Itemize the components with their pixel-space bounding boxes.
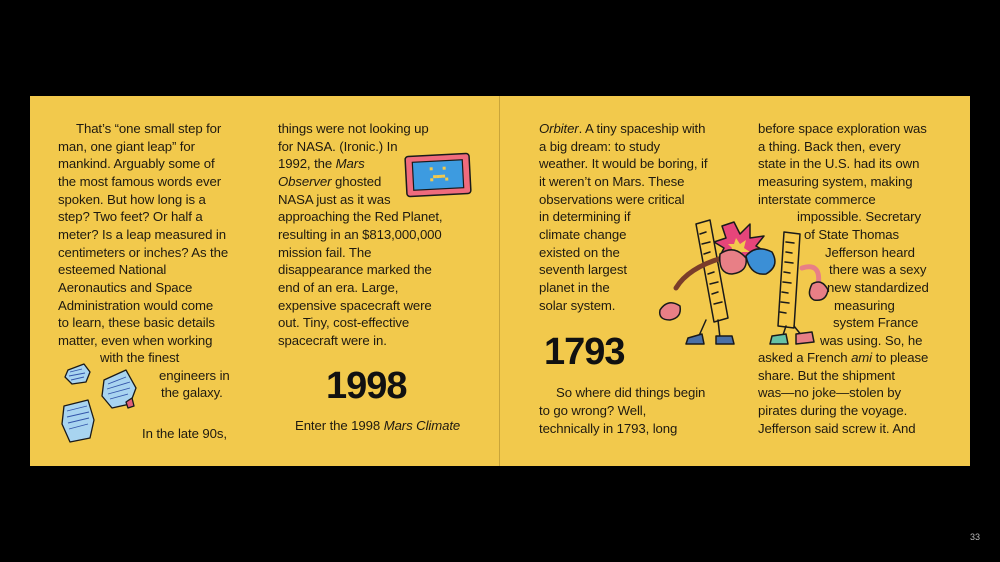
text-line: it weren’t on Mars. These — [539, 174, 685, 189]
text-line: 1992, the Mars — [278, 156, 365, 171]
page-number: 33 — [969, 532, 980, 542]
text-line: in determining if — [539, 209, 631, 224]
text-line: centimeters or inches? As the — [58, 245, 229, 260]
text-line: share. But the shipment — [758, 368, 895, 383]
text-line: Orbiter. A tiny spaceship with — [539, 121, 706, 136]
text-line: system France — [833, 315, 919, 330]
text-line: pirates during the voyage. — [758, 403, 908, 418]
text-line: for NASA. (Ironic.) In — [278, 139, 398, 154]
text-line: Enter the 1998 Mars Climate — [295, 418, 461, 433]
text-line: a big dream: to study — [539, 139, 661, 154]
text-line: man, one giant leap” for — [58, 139, 195, 154]
text-line: meter? Is a leap measured in — [58, 227, 226, 242]
text-line: spoken. But how long is a — [58, 192, 206, 207]
text-line: approaching the Red Planet, — [278, 209, 443, 224]
text-line: to learn, these basic details — [58, 315, 215, 330]
text-line: observations were critical — [539, 192, 685, 207]
paper-scraps-illustration — [60, 358, 142, 444]
text-line: Aeronautics and Space — [58, 280, 193, 295]
text-line: resulting in an $813,000,000 — [278, 227, 442, 242]
text-line: measuring system, making — [758, 174, 913, 189]
text-line: was using. So, he — [820, 333, 923, 348]
text-line: climate change — [539, 227, 627, 242]
text-line: existed on the — [539, 245, 620, 260]
text-line: with the finest — [100, 350, 180, 365]
text-line: esteemed National — [58, 262, 167, 277]
text-line: there was a sexy — [829, 262, 927, 277]
text-line: matter, even when working — [58, 333, 213, 348]
text-line: weather. It would be boring, if — [539, 156, 708, 171]
text-line: state in the U.S. had its own — [758, 156, 920, 171]
text-line: Observer ghosted — [278, 174, 382, 189]
page-gutter — [499, 96, 500, 466]
text-line: seventh largest — [539, 262, 627, 277]
text-line: to go wrong? Well, — [539, 403, 647, 418]
text-line: spacecraft were in. — [278, 333, 387, 348]
boxing-rulers-illustration — [636, 214, 832, 346]
text-line: things were not looking up — [278, 121, 429, 136]
text-line: Administration would come — [58, 298, 214, 313]
text-line: impossible. Secretary — [797, 209, 921, 224]
text-line: expensive spacecraft were — [278, 298, 432, 313]
text-line: engineers in — [159, 368, 230, 383]
book-spread — [30, 96, 970, 466]
text-line: solar system. — [539, 298, 616, 313]
text-line: interstate commerce — [758, 192, 876, 207]
text-line: step? Two feet? Or half a — [58, 209, 203, 224]
year-heading: 1793 — [544, 331, 625, 373]
text-line: mankind. Arguably some of — [58, 156, 215, 171]
text-line: was—no joke—stolen by — [758, 385, 902, 400]
text-line: before space exploration was — [758, 121, 927, 136]
text-line: planet in the — [539, 280, 610, 295]
text-line: mission fail. The — [278, 245, 372, 260]
text-line: In the late 90s, — [142, 426, 227, 441]
text-line: technically in 1793, long — [539, 421, 678, 436]
text-line: new standardized — [827, 280, 929, 295]
text-line: That’s “one small step for — [76, 121, 222, 136]
text-line: end of an era. Large, — [278, 280, 399, 295]
text-line: a thing. Back then, every — [758, 139, 901, 154]
text-line: measuring — [834, 298, 895, 313]
text-line: the galaxy. — [161, 385, 223, 400]
text-line: Jefferson heard — [825, 245, 915, 260]
text-line: asked a French ami to please — [758, 350, 929, 365]
text-line: the most famous words ever — [58, 174, 222, 189]
sad-face-screen-icon — [403, 152, 473, 198]
text-line: So where did things begin — [556, 385, 706, 400]
text-line: Jefferson said screw it. And — [758, 421, 916, 436]
text-line: of State Thomas — [804, 227, 900, 242]
text-line: disappearance marked the — [278, 262, 432, 277]
year-heading: 1998 — [326, 365, 407, 407]
text-line: out. Tiny, cost-effective — [278, 315, 410, 330]
text-line: NASA just as it was — [278, 192, 391, 207]
